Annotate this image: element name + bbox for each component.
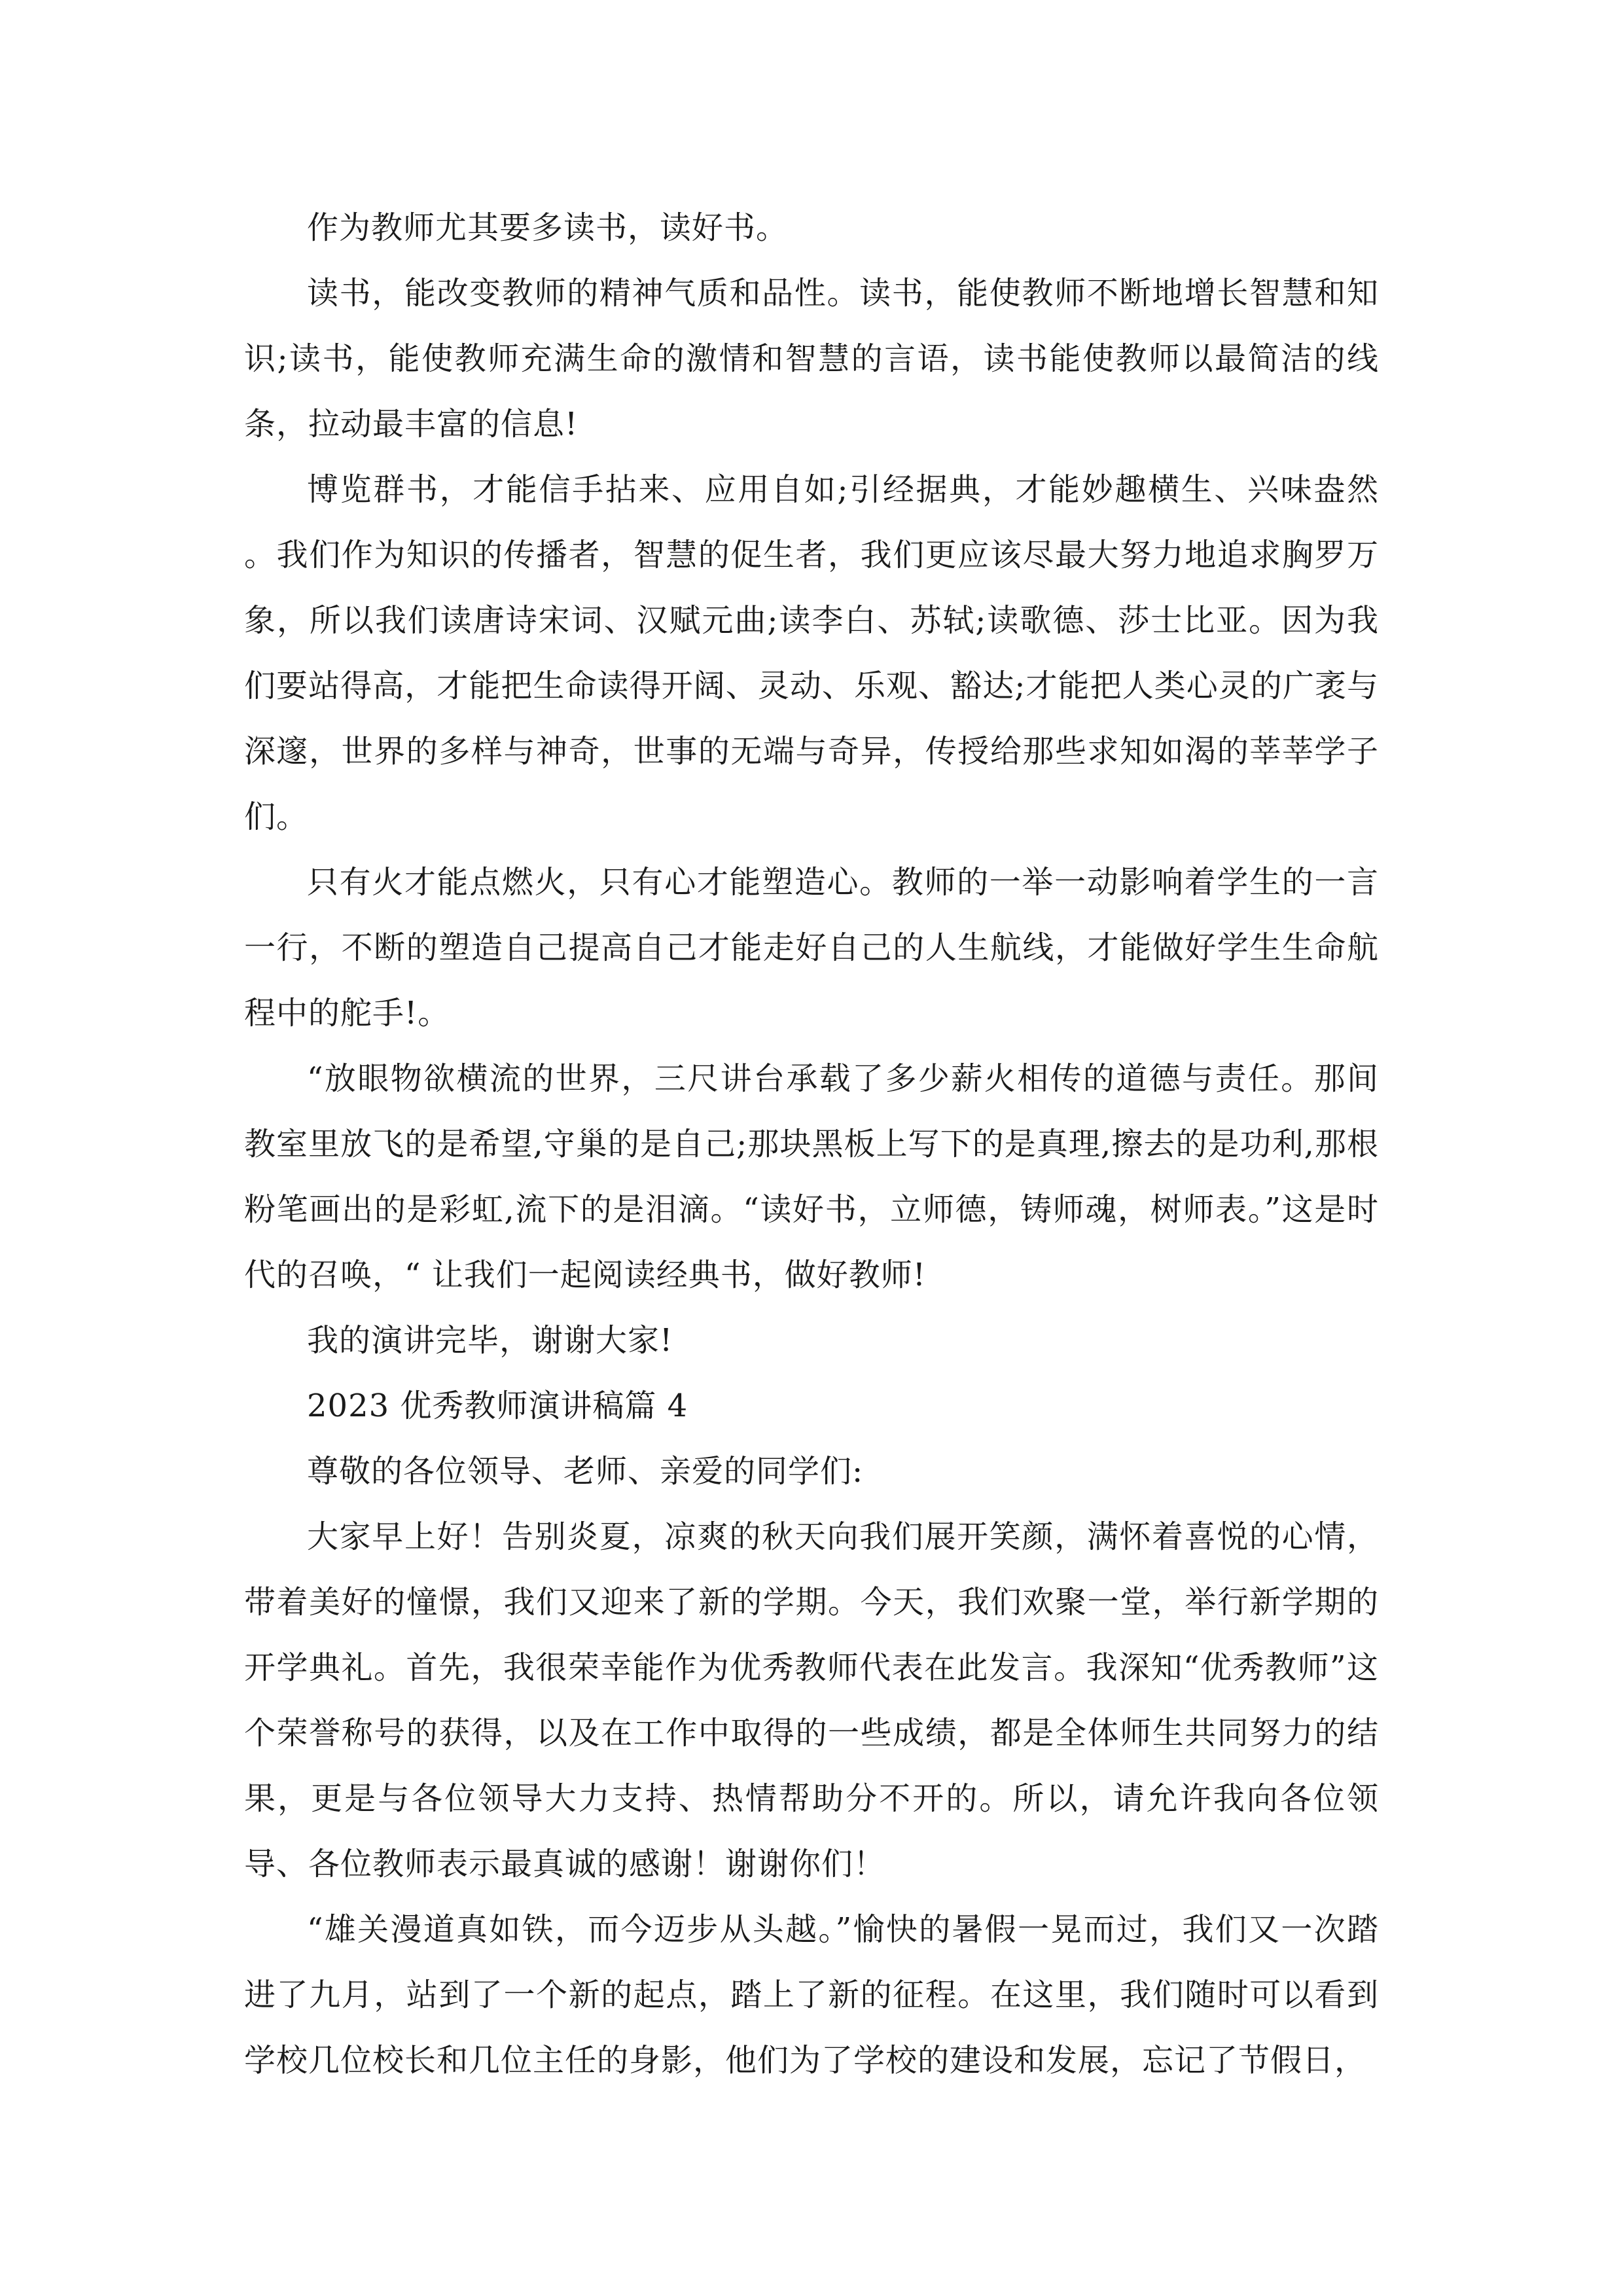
paragraph: 作为教师尤其要多读书，读好书。 bbox=[307, 209, 789, 246]
paragraph: 只有火才能点燃火，只有心才能塑造心。教师的一举一动影响着学生的一言一行，不断的塑造自己提高自己才能走好自己的人生航线，才能做好学生生命航程中的舵手!。 bbox=[244, 864, 1379, 1031]
salutation: 尊敬的各位领导、老师、亲爱的同学们: bbox=[307, 1453, 864, 1490]
paragraph: 读书，能改变教师的精神气质和品性。读书，能使教师不断地增长智慧和知识;读书，能使教师充满生命的激情和智慧的言语，读书能使教师以最简洁的线条，拉动最丰富的信息! bbox=[244, 275, 1379, 442]
document-body bbox=[244, 195, 1379, 2093]
section-title: 2023 优秀教师演讲稿篇 4 bbox=[307, 1388, 688, 1424]
paragraph: 大家早上好！告别炎夏，凉爽的秋天向我们展开笑颜，满怀着喜悦的心情，带着美好的憧憬，我们又迎来了新的学期。今天，我们欢聚一堂，举行新学期的开学典礼。首先，我很荣幸能作为优秀教师代表在此发言。我深知“优秀教师”这个荣誉称号的获得，以及在工作中取得的一些成绩，都是全体师生共同努力的结果，更是与各位领导大力支持、热情帮助分不开的。所以，请允许我向各位领导、各位教师表示最真诚的感谢！谢谢你们！ bbox=[244, 1518, 1379, 1882]
paragraph: “放眼物欲横流的世界，三尺讲台承载了多少薪火相传的道德与责任。那间教室里放飞的是希望,守巢的是自己;那块黑板上写下的是真理,擦去的是功利,那根粉笔画出的是彩虹,流下的是泪滴。“读好书，立师德，铸师魂，树师表。”这是时代的召唤，“ 让我们一起阅读经典书，做好教师! bbox=[244, 1060, 1379, 1293]
paragraph: “雄关漫道真如铁，而今迈步从头越。”愉快的暑假一晃而过，我们又一次踏进了九月，站到了一个新的起点，踏上了新的征程。在这里，我们随时可以看到学校几位校长和几位主任的身影，他们为了学校的建设和发展，忘记了节假日， bbox=[244, 1911, 1379, 2079]
paragraph: 博览群书，才能信手拈来、应用自如;引经据典，才能妙趣横生、兴味盎然 。我们作为知识的传播者，智慧的促生者，我们更应该尽最大努力地追求胸罗万象，所以我们读唐诗宋词、汉赋元曲;读李白、苏轼;读歌德、莎士比亚。因为我们要站得高，才能把生命读得开阔、灵动、乐观、豁达;才能把人类心灵的广袤与深邃，世界的多样与神奇，世事的无端与奇异，传授给那些求知如渴的莘莘学子们。 bbox=[244, 471, 1379, 835]
paragraph: 我的演讲完毕，谢谢大家! bbox=[307, 1322, 673, 1359]
